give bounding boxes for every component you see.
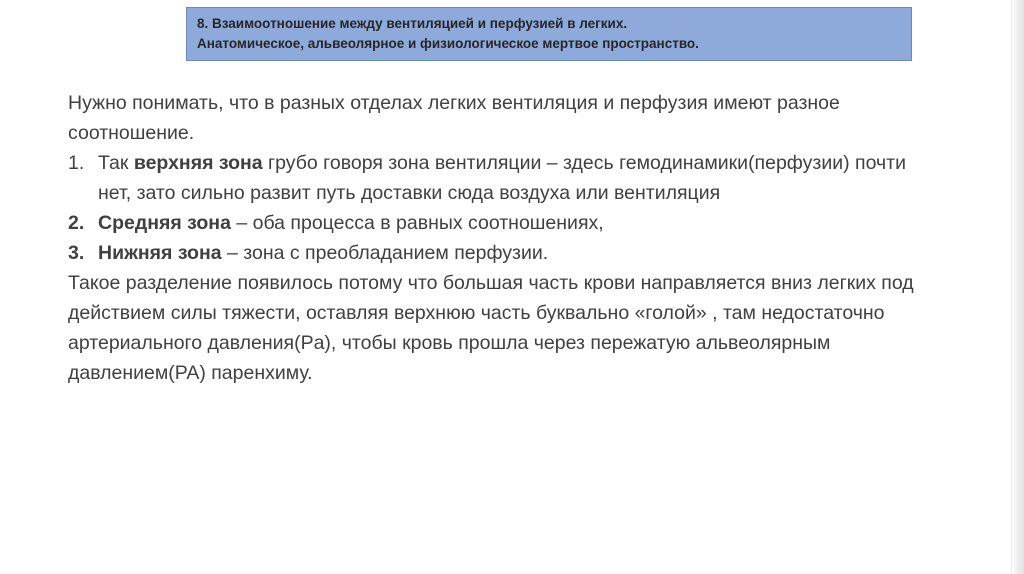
list-item-prefix: Так — [98, 152, 134, 174]
list-item-text: – оба процесса в равных соотношениях, — [230, 212, 604, 234]
slide-title-line-1: 8. Взаимоотношение между вентиляцией и перфузией в легких. — [197, 16, 628, 31]
list-item-middle-zone — [68, 208, 928, 238]
list-item-text: грубо говоря зона вентиляции – здесь гемодинамики(перфузии) почти нет, зато сильно развит путь доставки сюда воздуха или вентиляция — [98, 152, 906, 204]
list-item-bold-term: Средняя зона — [98, 212, 231, 234]
list-item-lower-zone — [68, 238, 928, 268]
list-item-upper-zone — [68, 148, 928, 208]
list-item-bold-term: верхняя зона — [133, 152, 263, 174]
slide-title-box — [186, 7, 912, 61]
intro-paragraph: Нужно понимать, что в разных отделах легких вентиляция и перфузия имеют разное соотношение. — [68, 92, 840, 144]
list-number: 2. — [68, 212, 85, 234]
list-number: 1. — [68, 152, 85, 174]
slide-edge-shadow — [1011, 0, 1024, 574]
slide-body — [68, 88, 928, 388]
slide-title-line-2: Анатомическое, альвеолярное и физиологическое мертвое пространство. — [197, 36, 699, 51]
list-number: 3. — [68, 242, 85, 264]
list-item-bold-term: Нижняя зона — [98, 242, 222, 264]
list-item-text: – зона с преобладанием перфузии. — [221, 242, 549, 264]
conclusion-paragraph: Такое разделение появилось потому что большая часть крови направляется вниз легких под действием силы тяжести, оставляя верхнюю часть буквально «голой» , там недостаточно артериального давления(Pa), чтобы кровь прошла через пережатую альвеолярным давлением(PA) паренхиму. — [68, 272, 914, 384]
